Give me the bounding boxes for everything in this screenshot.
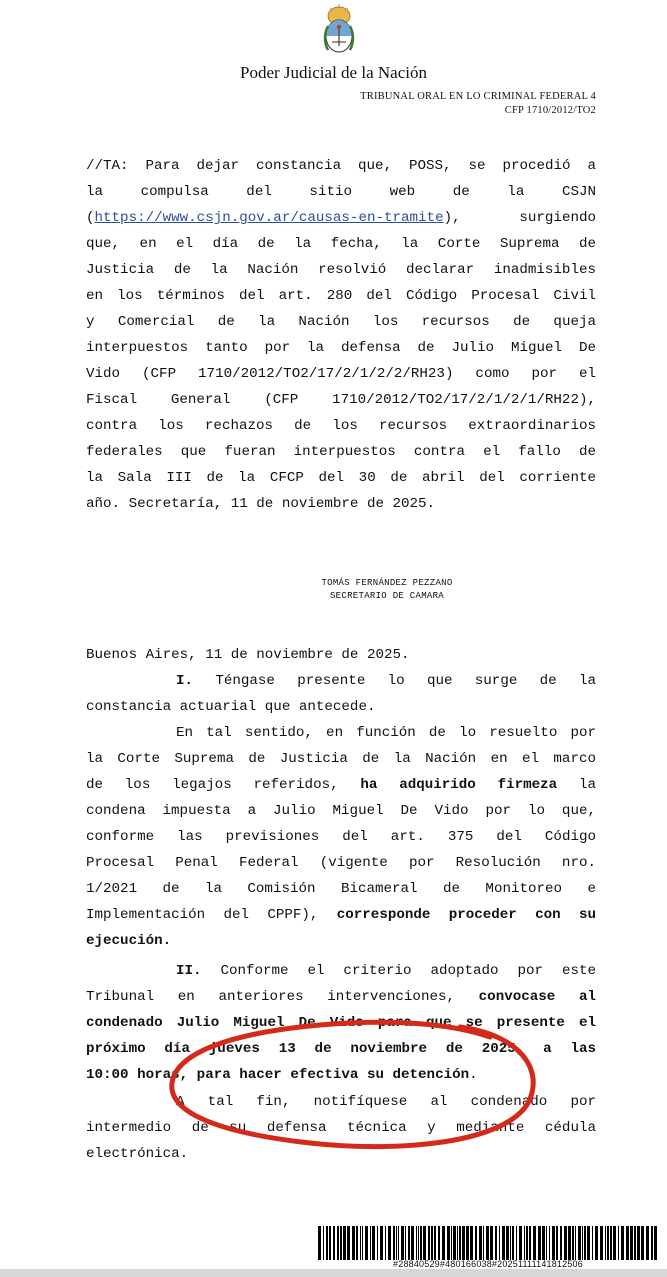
constancia-line: federales que fueran interpuestos contra el fallo de — [86, 444, 596, 460]
line-text: Conforme el criterio adoptado por este — [201, 963, 596, 979]
emphasis-text: 10:00 horas, para hacer efectiva su detención — [86, 1067, 470, 1083]
line-text: la — [557, 777, 596, 793]
constancia-line — [86, 205, 596, 231]
paren-open: ( — [86, 210, 95, 226]
signatory-name: TOMÁS FERNÁNDEZ PEZZANO — [321, 578, 453, 588]
constancia-line: Vido (CFP 1710/2012/TO2/17/2/1/2/2/RH23) como por el — [86, 366, 596, 382]
court-name: Poder Judicial de la Nación — [240, 63, 427, 82]
emphasis-text: condenado Julio Miguel De Vido para que se presente el — [86, 1015, 596, 1031]
line-text: de los legajos referidos, — [86, 777, 361, 793]
signatory-role: SECRETARIO DE CAMARA — [329, 591, 445, 601]
page-edge — [0, 1269, 667, 1277]
resolution-line — [176, 958, 596, 984]
resolution-line — [86, 902, 596, 928]
resolution-line: En tal sentido, en función de lo resuelto por — [176, 725, 596, 741]
emphasis-text: próximo día jueves 13 de noviembre de 2025, a las — [86, 1041, 596, 1057]
emphasis-text: convocase al — [478, 989, 596, 1005]
constancia-line: la compulsa del sitio web de la CSJN — [86, 184, 596, 200]
tribunal-name: TRIBUNAL ORAL EN LO CRIMINAL FEDERAL 4 — [360, 91, 596, 102]
barcode-icon — [318, 1226, 658, 1260]
red-circle-annotation — [160, 1015, 540, 1150]
constancia-line: que, en el día de la fecha, la Corte Suprema de — [86, 236, 596, 252]
line-text: Téngase presente lo que surge de la — [193, 673, 596, 689]
emphasis-text: ha adquirido firmeza — [360, 777, 558, 793]
line-text: . — [469, 1067, 478, 1083]
constancia-line: Fiscal General (CFP 1710/2012/TO2/17/2/1/2/1/RH22), — [86, 392, 596, 408]
csjn-link[interactable]: https://www.csjn.gov.ar/causas-en-tramite — [94, 210, 444, 226]
line-text: Implementación del CPPF), — [86, 907, 337, 923]
resolution-line: intermedio de su defensa técnica y mediante cédula — [86, 1120, 596, 1136]
resolution-line: Procesal Penal Federal (vigente por Resolución nro. — [86, 855, 596, 871]
emphasis-text: ejecución — [86, 933, 163, 949]
resolution-line: la Corte Suprema de Justicia de la Nación en el marco — [86, 751, 596, 767]
line-rest: ), surgiendo — [443, 210, 596, 226]
resolution-line — [176, 668, 596, 694]
resolution-line — [86, 928, 596, 954]
line-text: . — [162, 933, 172, 949]
constancia-line: //TA: Para dejar constancia que, POSS, se procedió a — [86, 158, 596, 174]
section-number: II. — [176, 963, 202, 979]
constancia-line: interpuestos tanto por la defensa de Julio Miguel De — [86, 340, 596, 356]
resolution-line — [86, 984, 596, 1010]
barcode-number: #28840529#480166038#20251111141812506 — [393, 1259, 583, 1269]
resolution-line: condena impuesta a Julio Miguel De Vido por lo que, — [86, 803, 596, 819]
resolution-line — [86, 772, 596, 798]
constancia-line: la Sala III de la CFCP del 30 de abril del corriente — [86, 470, 596, 486]
section-number: I. — [176, 673, 194, 689]
constancia-line: y Comercial de la Nación los recursos de queja — [86, 314, 596, 330]
constancia-line: Justicia de la Nación resolvió declarar inadmisibles — [86, 262, 596, 278]
case-number: CFP 1710/2012/TO2 — [504, 105, 596, 116]
constancia-line: año. Secretaría, 11 de noviembre de 2025. — [86, 496, 436, 512]
resolution-line: A tal fin, notifíquese al condenado por — [176, 1094, 596, 1110]
resolution-line: 1/2021 de la Comisión Bicameral de Monitoreo e — [86, 881, 596, 897]
line-text: Tribunal en anteriores intervenciones, — [86, 989, 479, 1005]
resolution-line: constancia actuarial que antecede. — [86, 699, 376, 715]
emphasis-text: corresponde proceder con su — [336, 907, 596, 923]
constancia-line: contra los rechazos de los recursos extraordinarios — [86, 418, 596, 434]
national-coat-of-arms-icon — [320, 2, 358, 58]
resolution-date: Buenos Aires, 11 de noviembre de 2025. — [86, 647, 410, 663]
constancia-line: en los términos del art. 280 del Código Procesal Civil — [86, 288, 596, 304]
resolution-line: conforme las previsiones del art. 375 del Código — [86, 829, 596, 845]
resolution-line: electrónica. — [86, 1146, 189, 1162]
